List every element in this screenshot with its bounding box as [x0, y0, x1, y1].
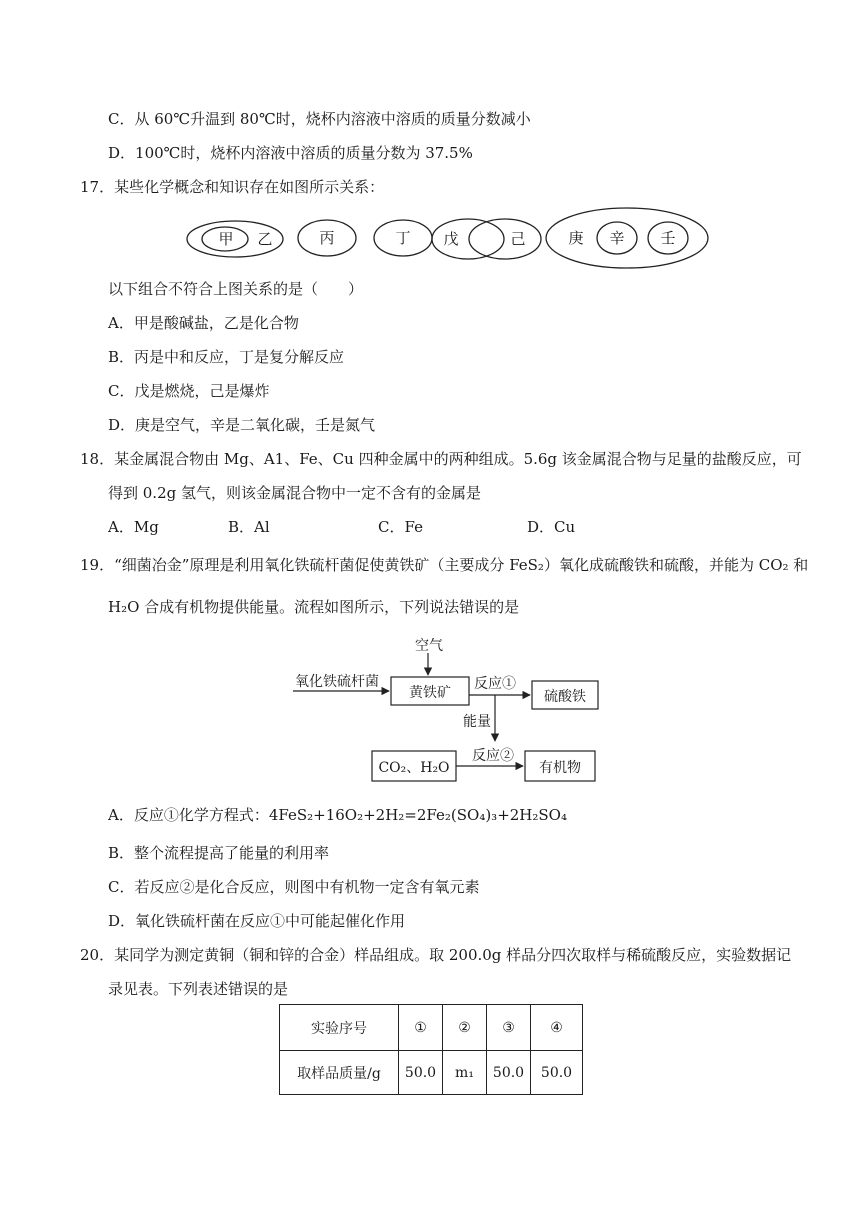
label-bing: 丙 [319, 229, 335, 247]
q17-option-a: A．甲是酸碱盐，乙是化合物 [108, 314, 299, 332]
table-header-cell: ③ [487, 1005, 531, 1051]
label-xin: 辛 [609, 229, 625, 247]
label-ji: 己 [510, 230, 526, 248]
q17-stem: 17．某些化学概念和知识存在如图所示关系： [80, 178, 385, 196]
label-pyrite: 黄铁矿 [409, 685, 451, 701]
table-row [280, 1051, 583, 1095]
label-reaction1: 反应① [474, 676, 516, 692]
label-jia: 甲 [218, 230, 234, 248]
q19-stem-line2: H₂O 合成有机物提供能量。流程如图所示，下列说法错误的是 [108, 598, 520, 616]
label-air: 空气 [415, 638, 443, 654]
q17-relation-diagram [185, 206, 710, 270]
q20-stem-line2: 录见表。下列表述错误的是 [108, 980, 289, 998]
table-cell: 50.0 [399, 1051, 443, 1095]
table-header-cell: ② [443, 1005, 487, 1051]
q19-option-a: A．反应①化学方程式：4FeS₂+16O₂+2H₂=2Fe₂(SO₄)₃+2H₂SO₄ [108, 806, 567, 824]
q18-option-b: B．Al [228, 518, 270, 536]
q17-option-b: B．丙是中和反应，丁是复分解反应 [108, 348, 345, 366]
table-cell: m₁ [443, 1051, 487, 1095]
q17-option-c: C．戊是燃烧，己是爆炸 [108, 382, 270, 400]
ellipse-ji [469, 219, 541, 259]
q19-stem-line1: 19．“细菌冶金”原理是利用氧化铁硫杆菌促使黄铁矿（主要成分 FeS₂）氧化成硫酸铁和硫酸，并能为 CO₂ 和 [80, 556, 809, 574]
label-energy: 能量 [463, 714, 491, 730]
table-header-row [280, 1005, 583, 1051]
q16-option-d: D．100℃时，烧杯内溶液中溶质的质量分数为 37.5% [108, 144, 473, 162]
q17-option-d: D．庚是空气，辛是二氧化碳，壬是氮气 [108, 416, 376, 434]
table-cell: 取样品质量/g [280, 1051, 399, 1095]
q18-stem-line1: 18．某金属混合物由 Mg、A1、Fe、Cu 四种金属中的两种组成。5.6g 该金属混合物与足量的盐酸反应，可 [80, 450, 802, 468]
q20-stem-line1: 20．某同学为测定黄铜（铜和锌的合金）样品组成。取 200.0g 样品分四次取样与稀硫酸反应，实验数据记 [80, 946, 792, 964]
label-wu: 戊 [443, 230, 459, 248]
label-co2-h2o: CO₂、H₂O [378, 760, 450, 776]
label-ding: 丁 [395, 229, 411, 247]
label-reaction2: 反应② [472, 748, 514, 764]
q19-process-flowchart [285, 632, 615, 790]
label-ren: 壬 [660, 229, 676, 247]
label-ferric-sulfate: 硫酸铁 [544, 689, 586, 705]
q18-option-c: C．Fe [378, 518, 423, 536]
q20-data-table [279, 1004, 583, 1095]
label-organic: 有机物 [539, 760, 581, 776]
q19-option-b: B．整个流程提高了能量的利用率 [108, 844, 330, 862]
label-geng: 庚 [568, 229, 584, 247]
q19-option-c: C．若反应②是化合反应，则图中有机物一定含有氧元素 [108, 878, 480, 896]
table-cell: 50.0 [531, 1051, 583, 1095]
q18-stem-line2: 得到 0.2g 氢气，则该金属混合物中一定不含有的金属是 [108, 484, 481, 502]
table-header-cell: ① [399, 1005, 443, 1051]
q19-option-d: D．氧化铁硫杆菌在反应①中可能起催化作用 [108, 912, 406, 930]
table-cell: 50.0 [487, 1051, 531, 1095]
label-bacteria: 氧化铁硫杆菌 [295, 674, 379, 690]
label-yi: 乙 [257, 230, 273, 248]
q18-option-a: A．Mg [108, 518, 159, 536]
q18-option-d: D．Cu [527, 518, 576, 536]
q16-option-c: C．从 60℃升温到 80℃时，烧杯内溶液中溶质的质量分数减小 [108, 110, 531, 128]
table-header-cell: ④ [531, 1005, 583, 1051]
q17-prompt: 以下组合不符合上图关系的是（ ） [108, 280, 364, 298]
table-header-cell: 实验序号 [280, 1005, 399, 1051]
